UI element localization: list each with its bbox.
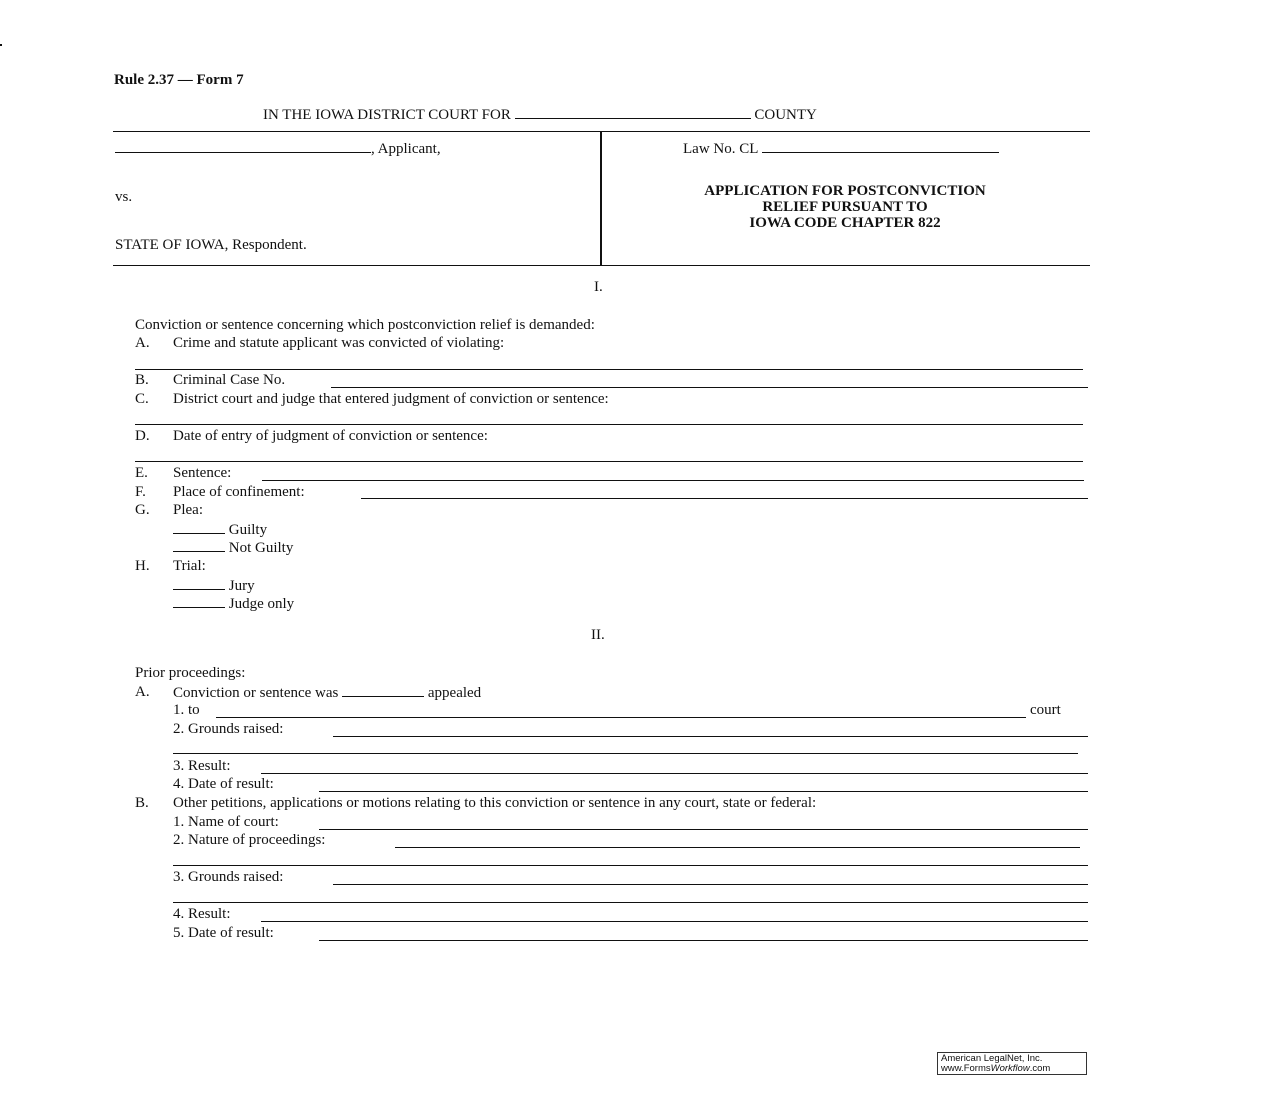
trial-judge-option [173, 594, 294, 613]
item-e-label: Sentence: [173, 465, 232, 481]
applicant-name-blank[interactable] [115, 139, 371, 153]
item-c-label: District court and judge that entered judgment of conviction or sentence: [173, 391, 609, 407]
prior-a-letter: A. [135, 684, 150, 700]
section-1-numeral: I. [594, 279, 603, 295]
caption-bottom-rule [113, 265, 1090, 266]
appeal-date-blank[interactable] [319, 791, 1088, 792]
respondent-label: STATE OF IOWA, Respondent. [115, 237, 307, 253]
other-court-blank[interactable] [319, 829, 1088, 830]
plea-not-guilty-option [173, 538, 293, 557]
other-grounds-label: 3. Grounds raised: [173, 869, 284, 885]
item-a-letter: A. [135, 335, 150, 351]
appealed-blank[interactable] [342, 683, 424, 697]
item-a-label: Crime and statute applicant was convicted of violating: [173, 335, 505, 351]
law-number-line [683, 139, 999, 158]
trial-judge-checkbox[interactable] [173, 594, 225, 608]
item-a-answer-line[interactable] [135, 369, 1083, 370]
other-result-label: 4. Result: [173, 906, 231, 922]
item-g-letter: G. [135, 502, 150, 518]
other-court-label: 1. Name of court: [173, 814, 279, 830]
county-blank[interactable] [515, 105, 751, 119]
trial-jury-checkbox[interactable] [173, 576, 225, 590]
appeal-date-label: 4. Date of result: [173, 776, 274, 792]
prior-a-label-post: appealed [427, 685, 482, 701]
other-result-blank[interactable] [261, 921, 1088, 922]
appeal-court-blank[interactable] [216, 717, 1026, 718]
plea-guilty-label: Guilty [228, 522, 268, 538]
publisher-url-suffix: .com [1029, 1063, 1051, 1074]
applicant-label: , Applicant, [371, 141, 441, 157]
criminal-case-blank[interactable] [331, 387, 1088, 388]
item-f-label: Place of confinement: [173, 484, 305, 500]
item-h-letter: H. [135, 558, 150, 574]
appeal-result-label: 3. Result: [173, 758, 231, 774]
versus-label: vs. [115, 189, 133, 205]
appeal-to-label: 1. to [173, 702, 200, 718]
applicant-line [115, 139, 441, 158]
prior-b-letter: B. [135, 795, 149, 811]
prior-b-label: Other petitions, applications or motions relating to this conviction or sentence in any court, state or federal: [173, 795, 817, 811]
item-d-label: Date of entry of judgment of conviction or sentence: [173, 428, 488, 444]
trial-jury-label: Jury [228, 578, 255, 594]
item-g-label: Plea: [173, 502, 203, 518]
law-number-blank[interactable] [762, 139, 999, 153]
court-line [263, 105, 817, 124]
prior-a-label-pre: Conviction or sentence was [173, 685, 339, 701]
plea-guilty-checkbox[interactable] [173, 520, 225, 534]
publisher-url-italic: Workflow [990, 1063, 1030, 1074]
publisher-name: American LegalNet, Inc. [941, 1053, 1043, 1064]
other-grounds-blank-2[interactable] [173, 902, 1088, 903]
item-c-answer-line[interactable] [135, 424, 1083, 425]
law-number-label: Law No. CL [683, 141, 758, 157]
trial-judge-label: Judge only [228, 596, 295, 612]
appeal-grounds-blank[interactable] [333, 736, 1088, 737]
item-d-letter: D. [135, 428, 150, 444]
title-line-3: IOWA CODE CHAPTER 822 [749, 215, 941, 231]
item-e-letter: E. [135, 465, 148, 481]
plea-not-guilty-checkbox[interactable] [173, 538, 225, 552]
item-d-answer-line[interactable] [135, 461, 1083, 462]
item-h-label: Trial: [173, 558, 206, 574]
section-2-intro: Prior proceedings: [135, 665, 246, 681]
section-1-intro: Conviction or sentence concerning which postconviction relief is demanded: [135, 317, 595, 333]
rule-heading: Rule 2.37 — Form 7 [114, 72, 244, 88]
caption-divider [600, 131, 602, 265]
title-line-2: RELIEF PURSUANT TO [762, 199, 928, 215]
other-date-label: 5. Date of result: [173, 925, 274, 941]
county-label: COUNTY [754, 107, 817, 123]
other-date-blank[interactable] [319, 940, 1088, 941]
document-title [603, 183, 1087, 231]
other-nature-blank-2[interactable] [173, 865, 1088, 866]
title-line-1: APPLICATION FOR POSTCONVICTION [704, 183, 986, 199]
scan-mark [0, 44, 2, 46]
sentence-blank[interactable] [262, 480, 1084, 481]
publisher-url-prefix: www.Forms [941, 1063, 991, 1074]
court-label: IN THE IOWA DISTRICT COURT FOR [263, 107, 511, 123]
item-b-letter: B. [135, 372, 149, 388]
item-f-letter: F. [135, 484, 146, 500]
appeal-grounds-blank-2[interactable] [173, 753, 1078, 754]
appeal-result-blank[interactable] [261, 773, 1088, 774]
plea-guilty-option [173, 520, 267, 539]
publisher-url [941, 1064, 1083, 1074]
prior-a-line [173, 683, 481, 702]
trial-jury-option [173, 576, 255, 595]
other-nature-blank[interactable] [395, 847, 1080, 848]
plea-not-guilty-label: Not Guilty [228, 540, 294, 556]
appeal-court-suffix: court [1030, 702, 1061, 718]
item-b-label: Criminal Case No. [173, 372, 286, 388]
confinement-blank[interactable] [361, 498, 1088, 499]
publisher-badge [937, 1052, 1087, 1075]
other-nature-label: 2. Nature of proceedings: [173, 832, 326, 848]
appeal-grounds-label: 2. Grounds raised: [173, 721, 284, 737]
section-2-numeral: II. [591, 627, 605, 643]
item-c-letter: C. [135, 391, 149, 407]
other-grounds-blank[interactable] [333, 884, 1088, 885]
